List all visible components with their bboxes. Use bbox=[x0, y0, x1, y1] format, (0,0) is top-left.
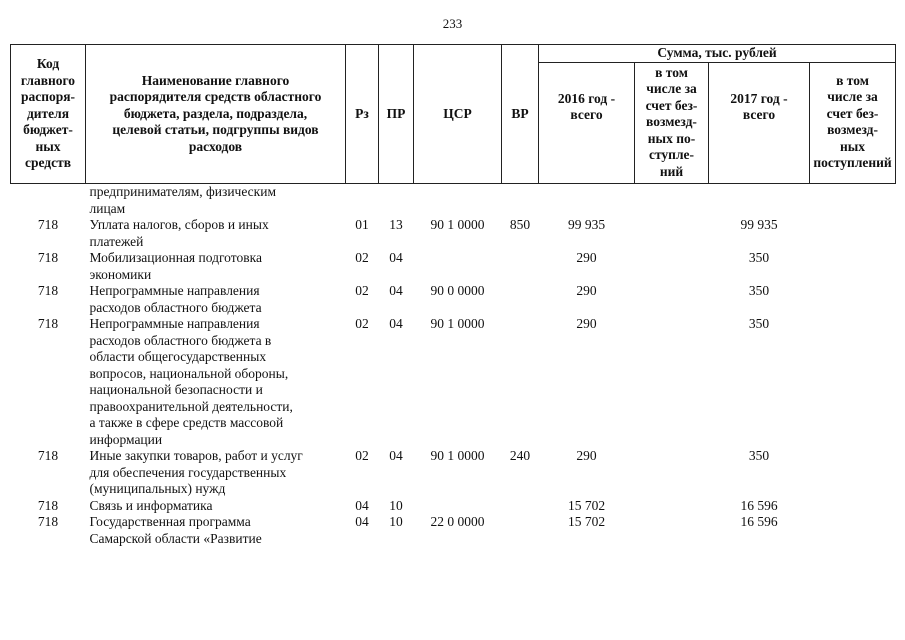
cell-2017-total: 350 bbox=[748, 316, 770, 331]
cell-rz: 04 bbox=[355, 514, 369, 529]
cell-pr: 04 bbox=[389, 283, 403, 298]
table-row bbox=[11, 514, 896, 547]
cell-2017-free bbox=[810, 184, 896, 218]
cell-pr: 04 bbox=[389, 250, 403, 265]
table-row bbox=[11, 448, 896, 498]
cell-2016-free bbox=[635, 448, 709, 498]
header-pr: ПР bbox=[379, 45, 414, 184]
cell-2016-total: 15 702 bbox=[567, 514, 606, 529]
cell-2017-free bbox=[810, 448, 896, 498]
cell-2016-total: 290 bbox=[576, 250, 597, 265]
cell-pr: 04 bbox=[389, 316, 403, 331]
table-row bbox=[11, 217, 896, 250]
cell-name: Государственная программа Самарской области «Развитие bbox=[89, 514, 262, 546]
header-rz: Рз bbox=[346, 45, 379, 184]
cell-pr bbox=[379, 184, 414, 218]
cell-rz: 02 bbox=[355, 283, 369, 298]
cell-pr: 04 bbox=[389, 448, 403, 463]
cell-2016-total: 15 702 bbox=[567, 497, 606, 513]
cell-2016-total: 99 935 bbox=[567, 217, 606, 232]
table-row bbox=[11, 184, 896, 218]
cell-2016-free bbox=[635, 283, 709, 316]
cell-2016-free bbox=[635, 184, 709, 218]
cell-2017-free bbox=[810, 283, 896, 316]
cell-vr bbox=[502, 498, 539, 515]
cell-2016-total: 290 bbox=[576, 283, 597, 298]
cell-2016-total: 290 bbox=[576, 448, 597, 463]
cell-2016-free bbox=[635, 250, 709, 283]
cell-rz: 02 bbox=[355, 448, 369, 463]
cell-2017-total: 350 bbox=[748, 283, 770, 298]
cell-code: 718 bbox=[37, 283, 59, 298]
cell-csr: 90 0 0000 bbox=[430, 283, 485, 298]
cell-pr: 10 bbox=[389, 497, 403, 513]
cell-vr: 850 bbox=[509, 217, 531, 232]
cell-2016-total: 290 bbox=[576, 316, 597, 331]
cell-pr: 10 bbox=[389, 514, 403, 529]
cell-name: Связь и информатика bbox=[89, 497, 213, 513]
cell-rz: 04 bbox=[355, 497, 369, 513]
header-code: Код главного распоря- дителя бюджет- ных средств bbox=[11, 45, 86, 184]
table-row bbox=[11, 498, 896, 515]
cell-rz bbox=[346, 184, 379, 218]
cell-name: Иные закупки товаров, работ и услуг для обеспечения государственных (муниципальных) нужд bbox=[89, 448, 303, 496]
cell-csr bbox=[414, 184, 502, 218]
cell-vr bbox=[502, 283, 539, 316]
header-2016-free: в том числе за счет без- возмезд- ных по- ступле- ний bbox=[635, 62, 709, 184]
page-number: 233 bbox=[442, 16, 463, 31]
cell-code: 718 bbox=[37, 250, 59, 265]
cell-rz: 01 bbox=[355, 217, 369, 232]
cell-name: Непрограммные направления расходов областного бюджета bbox=[89, 283, 262, 315]
cell-code: 718 bbox=[37, 316, 59, 331]
cell-2016-free bbox=[635, 316, 709, 448]
cell-vr bbox=[502, 316, 539, 448]
cell-csr: 90 1 0000 bbox=[430, 316, 485, 331]
table-row bbox=[11, 283, 896, 316]
cell-rz: 02 bbox=[355, 250, 369, 265]
header-2016-total: 2016 год - всего bbox=[539, 62, 635, 184]
cell-code: 718 bbox=[37, 217, 59, 232]
header-2017-free: в том числе за счет без- возмезд- ных поступлений bbox=[810, 62, 896, 184]
cell-csr: 22 0 0000 bbox=[430, 514, 485, 529]
table-row bbox=[11, 250, 896, 283]
cell-2017-free bbox=[810, 217, 896, 250]
budget-table bbox=[10, 44, 896, 547]
cell-csr bbox=[414, 250, 502, 283]
table-row bbox=[11, 316, 896, 448]
cell-name: Непрограммные направления расходов областного бюджета в области общегосударственных вопросов, национальной обороны, национальной безопасности и правоохранительной деятельности, а также в сфере средств массовой информации bbox=[89, 316, 293, 447]
cell-2017-total: 350 bbox=[748, 448, 770, 463]
cell-2017-total: 16 596 bbox=[740, 514, 778, 529]
cell-code: 718 bbox=[37, 514, 59, 529]
cell-vr bbox=[502, 514, 539, 547]
cell-2017-free bbox=[810, 514, 896, 547]
cell-code: 718 bbox=[37, 448, 59, 463]
cell-csr bbox=[414, 498, 502, 515]
cell-2016-free bbox=[635, 514, 709, 547]
cell-name: Мобилизационная подготовка экономики bbox=[89, 250, 262, 282]
cell-2017-total: 16 596 bbox=[740, 497, 778, 513]
cell-pr: 13 bbox=[389, 217, 403, 232]
cell-code: 718 bbox=[37, 497, 59, 513]
cell-2017-total bbox=[709, 184, 810, 218]
header-2017-total: 2017 год - всего bbox=[709, 62, 810, 184]
cell-2017-free bbox=[810, 498, 896, 515]
cell-2016-free bbox=[635, 498, 709, 515]
cell-name: Уплата налогов, сборов и иных платежей bbox=[89, 217, 269, 249]
cell-csr: 90 1 0000 bbox=[430, 217, 485, 232]
cell-2016-total bbox=[539, 184, 635, 218]
cell-2017-total: 99 935 bbox=[740, 217, 778, 232]
cell-vr bbox=[502, 250, 539, 283]
header-csr: ЦСР bbox=[414, 45, 502, 184]
header-vr: ВР bbox=[502, 45, 539, 184]
cell-vr bbox=[502, 184, 539, 218]
header-sum: Сумма, тыс. рублей bbox=[539, 45, 896, 63]
cell-vr: 240 bbox=[509, 448, 531, 463]
cell-2017-total: 350 bbox=[748, 250, 770, 265]
cell-2017-free bbox=[810, 316, 896, 448]
cell-rz: 02 bbox=[355, 316, 369, 331]
header-name: Наименование главного распорядителя средств областного бюджета, раздела, подраздела, целевой статьи, подгруппы видов расходов bbox=[86, 45, 346, 184]
cell-name: предпринимателям, физическим лицам bbox=[89, 184, 276, 216]
cell-2017-free bbox=[810, 250, 896, 283]
cell-code bbox=[11, 184, 86, 218]
cell-csr: 90 1 0000 bbox=[430, 448, 485, 463]
cell-2016-free bbox=[635, 217, 709, 250]
